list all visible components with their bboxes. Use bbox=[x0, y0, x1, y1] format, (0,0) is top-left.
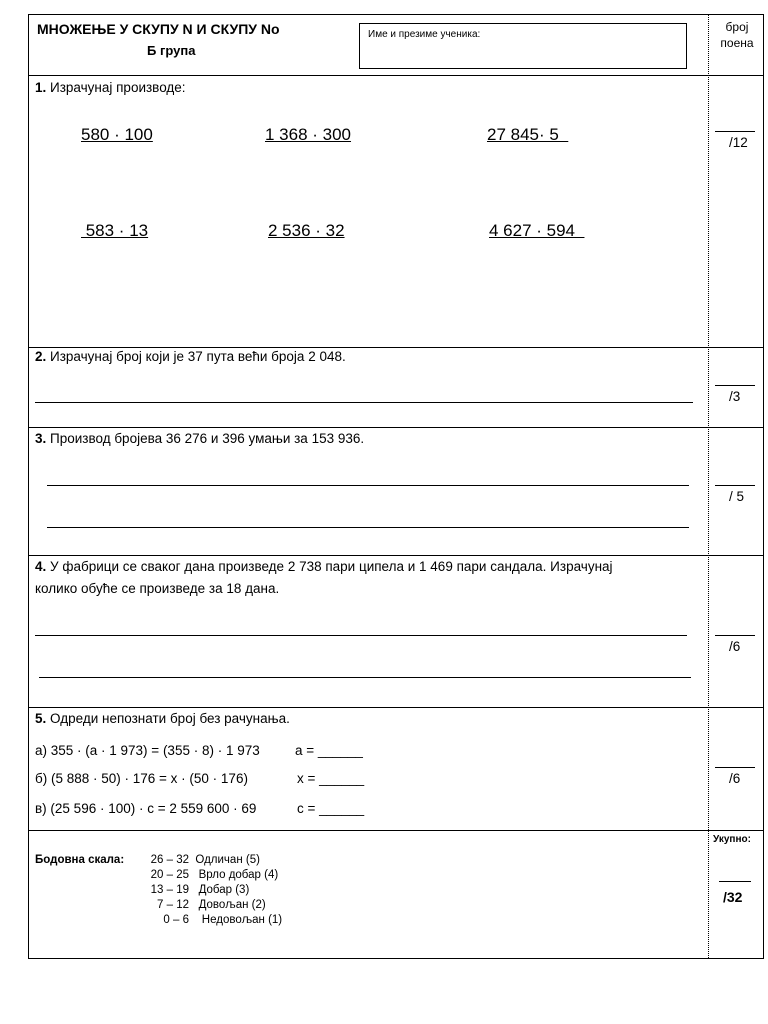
scale-row bbox=[137, 913, 282, 928]
q2-number: 2. bbox=[35, 349, 47, 364]
points-column-header bbox=[709, 19, 765, 51]
q5-prompt bbox=[35, 711, 290, 726]
q5-a-answer[interactable]: а = ______ bbox=[295, 743, 363, 758]
q4-answer-line-1[interactable] bbox=[35, 635, 687, 636]
divider bbox=[29, 555, 763, 556]
q2-text: Израчунај број који је 37 пута већи броја 2 048. bbox=[46, 349, 346, 364]
scale-row bbox=[137, 883, 282, 898]
scale-grade: Недовољан (1) bbox=[201, 914, 283, 926]
q2-answer-line[interactable] bbox=[35, 402, 693, 403]
divider bbox=[29, 830, 763, 831]
q2-score-line bbox=[715, 385, 755, 386]
q5-score-value: /6 bbox=[729, 771, 741, 786]
q5-b-expression: б) (5 888 · 50) · 176 = x · (50 · 176) bbox=[35, 771, 248, 786]
points-label-1: број bbox=[725, 20, 749, 34]
q4-score-line bbox=[715, 635, 755, 636]
q3-text: Производ бројева 36 276 и 396 умањи за 153 936. bbox=[46, 431, 365, 446]
q4-text-1: У фабрици се сваког дана произведе 2 738 пари ципела и 1 469 пари сандала. Израчунај bbox=[46, 559, 613, 574]
q1-prompt bbox=[35, 80, 186, 95]
scale-row bbox=[137, 868, 282, 883]
scale-range: 0 – 6 bbox=[163, 914, 189, 926]
q5-c-answer[interactable]: c = ______ bbox=[297, 801, 365, 816]
test-sheet bbox=[28, 14, 764, 959]
scale-row bbox=[137, 898, 282, 913]
q3-score-line bbox=[715, 485, 755, 486]
q4-prompt-line-1 bbox=[35, 559, 613, 574]
scale-grade: Добар (3) bbox=[198, 884, 250, 896]
q3-score-value: / 5 bbox=[729, 489, 745, 504]
q1-expr-5: 2 536 · 32 bbox=[268, 221, 345, 240]
scale-range: 20 – 25 bbox=[150, 869, 189, 881]
q4-number: 4. bbox=[35, 559, 47, 574]
grading-scale-label: Бодовна скала: bbox=[35, 854, 125, 866]
q1-expr-4: 583 · 13 bbox=[81, 221, 149, 240]
divider bbox=[29, 75, 763, 76]
q1-score-value: /12 bbox=[729, 135, 748, 150]
total-score-value: /32 bbox=[723, 889, 743, 905]
q3-answer-line-1[interactable] bbox=[47, 485, 689, 486]
q4-prompt-line-2: колико обуће се произведе за 18 дана. bbox=[35, 581, 280, 596]
q3-prompt bbox=[35, 431, 364, 446]
points-label-2: поена bbox=[720, 36, 754, 50]
q1-number: 1. bbox=[35, 80, 47, 95]
q5-b-answer[interactable]: x = ______ bbox=[297, 771, 365, 786]
q5-score-line bbox=[715, 767, 755, 768]
scale-grade: Врло добар (4) bbox=[198, 869, 279, 881]
q1-expr-6: 4 627 · 594 bbox=[489, 221, 585, 240]
points-column-divider bbox=[708, 15, 709, 958]
scale-range: 13 – 19 bbox=[150, 884, 189, 896]
q4-score-value: /6 bbox=[729, 639, 741, 654]
scale-range: 26 – 32 bbox=[150, 854, 189, 866]
q2-score-value: /3 bbox=[729, 389, 741, 404]
q3-answer-line-2[interactable] bbox=[47, 527, 689, 528]
total-label: Укупно: bbox=[713, 834, 751, 845]
q1-expr-2: 1 368 · 300 bbox=[265, 125, 352, 144]
scale-row bbox=[137, 853, 282, 868]
q5-number: 5. bbox=[35, 711, 47, 726]
divider bbox=[29, 427, 763, 428]
student-name-field[interactable] bbox=[359, 23, 687, 69]
q1-expr-3: 27 845· 5 bbox=[487, 125, 569, 144]
q5-c-expression: в) (25 596 · 100) · c = 2 559 600 · 69 bbox=[35, 801, 257, 816]
q3-number: 3. bbox=[35, 431, 47, 446]
total-score-line bbox=[719, 881, 751, 882]
q4-answer-line-2[interactable] bbox=[39, 677, 691, 678]
q1-expr-1: 580 · 100 bbox=[81, 125, 153, 144]
q2-prompt bbox=[35, 349, 346, 364]
test-title: МНОЖЕЊЕ У СКУПУ N И СКУПУ No bbox=[37, 21, 280, 37]
divider bbox=[29, 347, 763, 348]
test-group: Б група bbox=[147, 43, 196, 58]
scale-grade: Одличан (5) bbox=[195, 854, 260, 866]
student-name-label: Име и презиме ученика: bbox=[368, 29, 481, 40]
scale-range: 7 – 12 bbox=[157, 899, 189, 911]
grading-scale bbox=[137, 853, 282, 928]
q5-a-expression: а) 355 · (а · 1 973) = (355 · 8) · 1 973 bbox=[35, 743, 260, 758]
q1-score-line bbox=[715, 131, 755, 132]
scale-grade: Довољан (2) bbox=[198, 899, 266, 911]
q1-text: Израчунај производе: bbox=[46, 80, 186, 95]
q5-text: Одреди непознати број без рачунања. bbox=[46, 711, 290, 726]
divider bbox=[29, 707, 763, 708]
